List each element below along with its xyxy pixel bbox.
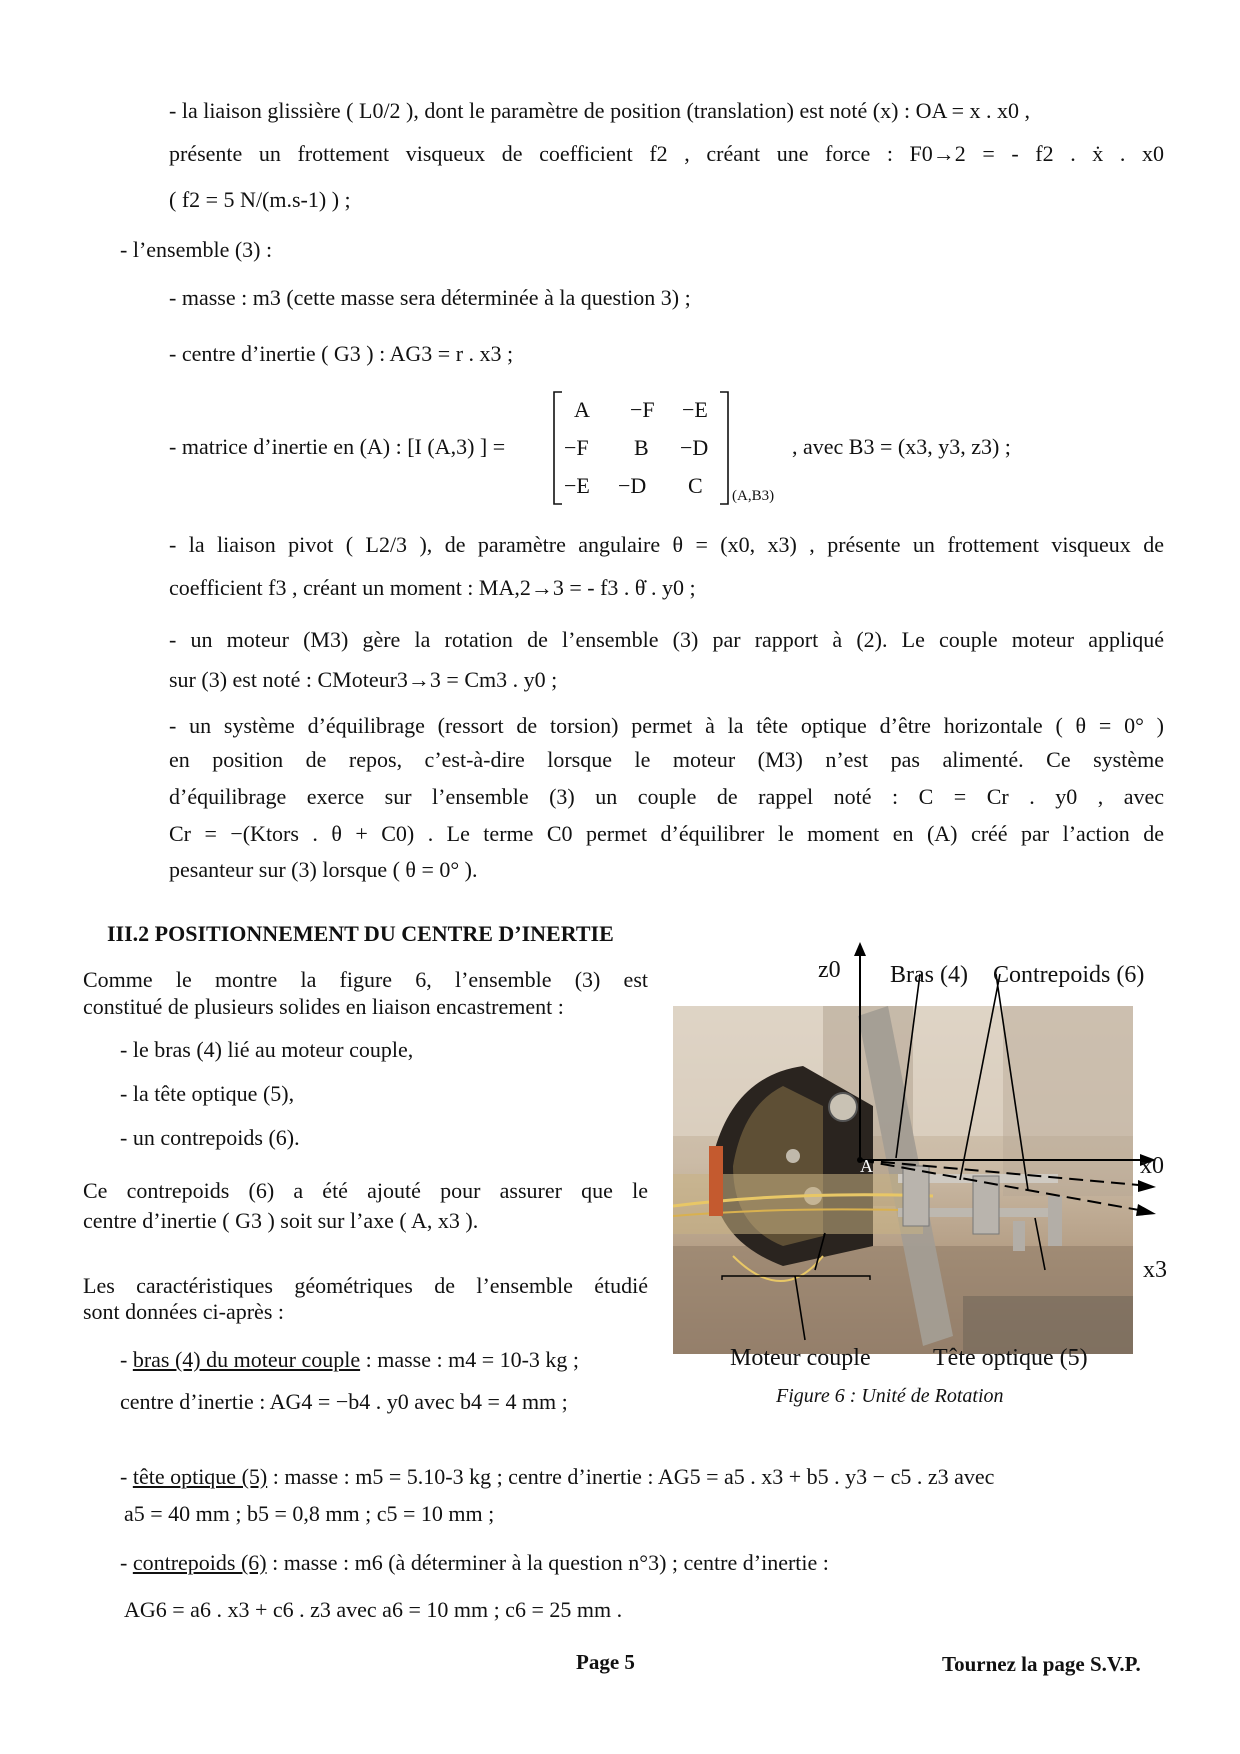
matrix-cell: −E	[564, 473, 590, 498]
label-contrepoids: Contrepoids (6)	[993, 962, 1145, 988]
inertia-matrix	[552, 390, 732, 506]
matrix-cell: −F	[630, 397, 655, 422]
text-line: - centre d’inertie ( G3 ) : AG3 = r . x3 ;	[169, 341, 514, 366]
text-line: pesanteur sur (3) lorsque ( θ = 0° ).	[169, 857, 478, 882]
matrix-cell: −D	[618, 473, 647, 498]
axis-label-x0: x0	[1140, 1153, 1164, 1179]
text-line: a5 = 40 mm ; b5 = 0,8 mm ; c5 = 10 mm ;	[124, 1501, 495, 1526]
text-line: présente un frottement visqueux de coefficient f2 , créant une force : F0→2 = - f2 . ẋ . x0	[169, 141, 1164, 166]
matrix-subscript: (A,B3)	[732, 488, 775, 504]
list-item	[120, 1463, 1163, 1491]
text-line: centre d’inertie ( G3 ) soit sur l’axe ( A, x3 ).	[83, 1208, 479, 1233]
matrix-cell: B	[634, 435, 649, 460]
text-line: - matrice d’inertie en (A) : [I (A,3) ] =	[169, 434, 506, 459]
text-line: - un système d’équilibrage (ressort de torsion) permet à la tête optique d’être horizontale ( θ = 0° )	[169, 713, 1164, 738]
label-moteur-couple: Moteur couple	[730, 1345, 871, 1371]
text-line: Cr = −(Ktors . θ + C0) . Le terme C0 permet d’équilibrer le moment en (A) créé par l’action de	[169, 821, 1164, 846]
section-title: III.2 POSITIONNEMENT DU CENTRE D’INERTIE	[107, 921, 614, 946]
list-item: - le bras (4) lié au moteur couple,	[120, 1037, 414, 1062]
text-line: d’équilibrage exerce sur l’ensemble (3) un couple de rappel noté : C = Cr . y0 , avec	[169, 784, 1164, 809]
matrix-cell: A	[574, 397, 590, 422]
item-text: : masse : m6 (à déterminer à la question n°3) ; centre d’inertie :	[266, 1550, 829, 1575]
matrix-cell: −F	[564, 435, 589, 460]
text-line: Ce contrepoids (6) a été ajouté pour assurer que le	[83, 1178, 648, 1203]
list-item	[120, 1549, 829, 1577]
text-line: - un moteur (M3) gère la rotation de l’ensemble (3) par rapport à (2). Le couple moteur appliqué	[169, 627, 1164, 652]
matrix-cell: −E	[682, 397, 708, 422]
matrix-cell: C	[688, 473, 703, 498]
item-text: : masse : m5 = 5.10-3 kg ; centre d’inertie : AG5 = a5 . x3 + b5 . y3 − c5 . z3 avec	[267, 1464, 995, 1489]
item-text: : masse : m4 = 10-3 kg ;	[360, 1347, 580, 1372]
label-bras: Bras (4)	[890, 962, 968, 988]
text-line: en position de repos, c’est-à-dire lorsque le moteur (M3) n’est pas alimenté. Ce système	[169, 747, 1164, 772]
matrix-cell: −D	[680, 435, 709, 460]
underlined-label: contrepoids (6)	[132, 1550, 267, 1575]
text-line: ( f2 = 5 N/(m.s-1) ) ;	[169, 187, 351, 212]
text-line: AG6 = a6 . x3 + c6 . z3 avec a6 = 10 mm ; c6 = 25 mm .	[124, 1597, 623, 1622]
dash: -	[120, 1347, 133, 1372]
text-line: Comme le montre la figure 6, l’ensemble (3) est	[83, 967, 648, 992]
underlined-label: bras (4) du moteur couple	[132, 1347, 361, 1372]
text-line: sont données ci-après :	[83, 1299, 284, 1324]
point-a-label: A	[860, 1156, 873, 1176]
list-item: - la tête optique (5),	[120, 1081, 295, 1106]
list-heading: - l’ensemble (3) :	[120, 237, 273, 262]
figure-caption: Figure 6 : Unité de Rotation	[776, 1385, 1004, 1407]
list-item: - un contrepoids (6).	[120, 1125, 300, 1150]
text-line: - masse : m3 (cette masse sera déterminée à la question 3) ;	[169, 285, 691, 310]
dash: -	[120, 1550, 133, 1575]
list-item	[120, 1346, 579, 1374]
text-line: Les caractéristiques géométriques de l’ensemble étudié	[83, 1273, 648, 1298]
text-line: coefficient f3 , créant un moment : MA,2→3 = - f3 . θ̇ . y0 ;	[169, 575, 696, 600]
text-line: , avec B3 = (x3, y3, z3) ;	[792, 434, 1011, 459]
axis-label-x3: x3	[1143, 1257, 1167, 1283]
axis-label-z0: z0	[818, 957, 841, 983]
text-line: centre d’inertie : AG4 = −b4 . y0 avec b4 = 4 mm ;	[120, 1389, 568, 1414]
text-line: - la liaison pivot ( L2/3 ), de paramètre angulaire θ = (x0, x3) , présente un frottement visqueux de	[169, 532, 1164, 557]
text-line: sur (3) est noté : CMoteur3→3 = Cm3 . y0 ;	[169, 667, 558, 692]
dash: -	[120, 1464, 133, 1489]
text-line: constitué de plusieurs solides en liaison encastrement :	[83, 994, 564, 1019]
text-line: - la liaison glissière ( L0/2 ), dont le paramètre de position (translation) est noté (x) : OA = x . x0 ,	[169, 98, 1031, 123]
label-tete-optique: Tête optique (5)	[933, 1345, 1088, 1371]
turn-page-note: Tournez la page S.V.P.	[942, 1652, 1141, 1676]
page-number: Page 5	[576, 1650, 635, 1674]
underlined-label: tête optique (5)	[132, 1464, 268, 1489]
figure-annotations	[660, 940, 1160, 1380]
